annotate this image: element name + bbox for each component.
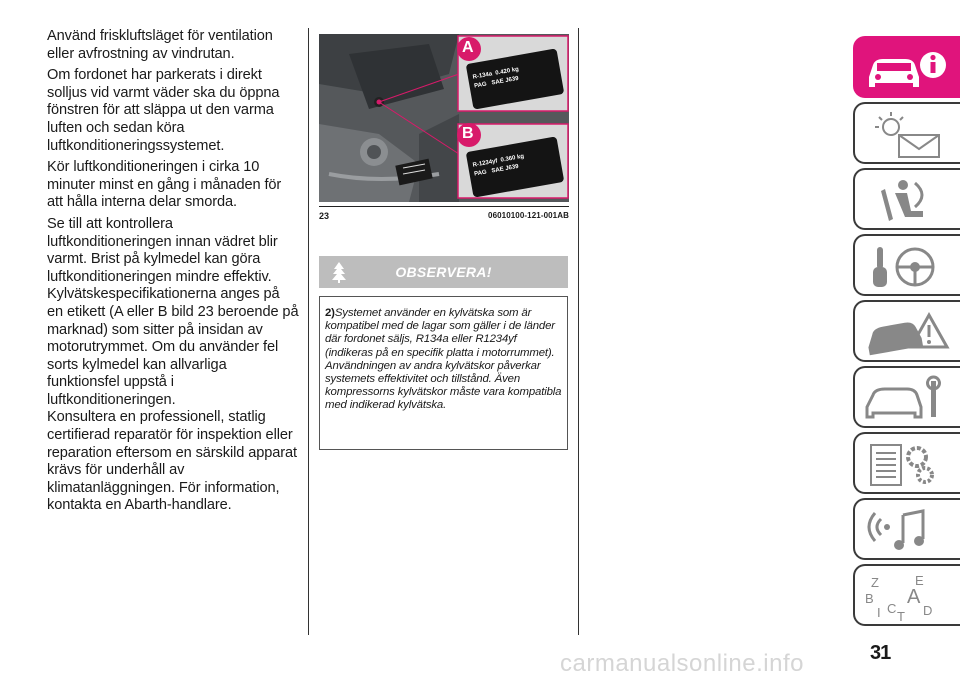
tab-maintenance[interactable] [853, 366, 960, 428]
refrigerant-type: R-1234yf [472, 158, 498, 169]
warning-lights-icon [863, 109, 953, 161]
car-info-icon [863, 43, 953, 95]
note-title: OBSERVERA! [395, 264, 492, 280]
index-letter: A [907, 586, 921, 608]
figure-code: 06010100-121-001AB [488, 211, 569, 220]
page-number: 31 [870, 642, 891, 664]
standard: SAE J639 [491, 163, 520, 175]
paragraph: Om fordonet har parkerats i direkt solljus vid varmt väder ska du öppna fönstren för att släppa ut den varma luften och sedan köra luftkonditioneringssystemet. [47, 67, 280, 154]
column-divider [308, 28, 309, 635]
index-letter: E [915, 573, 924, 588]
index-letter: Z [871, 575, 879, 590]
paragraph: Kylvätskespecifikationerna anges på en etikett (A eller B bild 23 beroende på marknad) som sitter på insidan av motorutrymmet. Om du använder fel sorts kylmedel kan allvarliga funktionsfel uppstå i luftkonditioneringen. [47, 286, 299, 408]
car-emergency-icon [863, 307, 953, 359]
note-text: Systemet använder en kylvätska som är kompatibel med de lagar som gäller i de länder där fordonet säljs, R134a eller R1234yf (indikeras på en specifik platta i motorrummet). Användningen av andra kylvätskor påverkar systemets effektivitet och tillstånd. Även kompressorns kylvätskor måste vara kompatibla med indikerad kylvätska. [325, 307, 562, 412]
paragraph: Konsultera en professionell, statlig certifierad reparatör för inspektion eller reparation eftersom en särskild apparat krävs för underhåll av klimatanläggningen. För information, kontakta en Abarth-handlare. [47, 409, 298, 514]
body-text-column [47, 28, 299, 519]
tab-safety[interactable] [853, 168, 960, 230]
tab-index[interactable] [853, 564, 960, 626]
paragraph: Se till att kontrollera luftkonditioneringen innan vädret blir varmt. Brist på kylmedel kan göra luftkonditioneringen mindre effektiv. [47, 215, 278, 285]
callout-a: A [462, 39, 474, 56]
index-letter: C [887, 601, 897, 616]
key-steering-icon [863, 241, 953, 293]
refrigerant-amount: 0.420 kg [494, 66, 520, 77]
tab-starting-driving[interactable] [853, 234, 960, 296]
multimedia-icon [863, 505, 953, 557]
tab-multimedia[interactable] [853, 498, 960, 560]
index-letters-icon [863, 571, 953, 623]
oil-type: PAG [473, 81, 488, 90]
tab-warning-lights[interactable] [853, 102, 960, 164]
engine-bay-figure [319, 34, 569, 202]
oil-type: PAG [473, 169, 488, 178]
watermark: carmanualsonline.info [560, 650, 804, 677]
note-number: 2) [325, 307, 335, 319]
index-letter: D [923, 603, 933, 618]
airbag-seat-icon [863, 175, 953, 227]
tab-car-info[interactable] [853, 36, 960, 98]
callout-b: B [462, 125, 474, 142]
index-letter: I [877, 605, 881, 620]
index-letter: T [897, 609, 905, 623]
car-maintenance-icon [863, 373, 953, 425]
standard: SAE J639 [491, 75, 520, 87]
paragraph: Kör luftkonditioneringen i cirka 10 minuter minst en gång i månaden för att hålla interna delar smorda. [47, 159, 282, 211]
index-letter: B [865, 591, 874, 606]
column-divider [578, 28, 579, 635]
figure-number: 23 [319, 211, 330, 221]
refrigerant-type: R-134a [472, 71, 493, 81]
tab-technical-data[interactable] [853, 432, 960, 494]
note-body [319, 296, 568, 450]
technical-data-icon [863, 439, 953, 491]
paragraph: Använd friskluftsläget för ventilation eller avfrostning av vindrutan. [47, 28, 273, 62]
figure-rule [319, 206, 569, 207]
note-header [319, 256, 568, 288]
tab-emergency[interactable] [853, 300, 960, 362]
refrigerant-amount: 0.360 kg [500, 153, 525, 164]
